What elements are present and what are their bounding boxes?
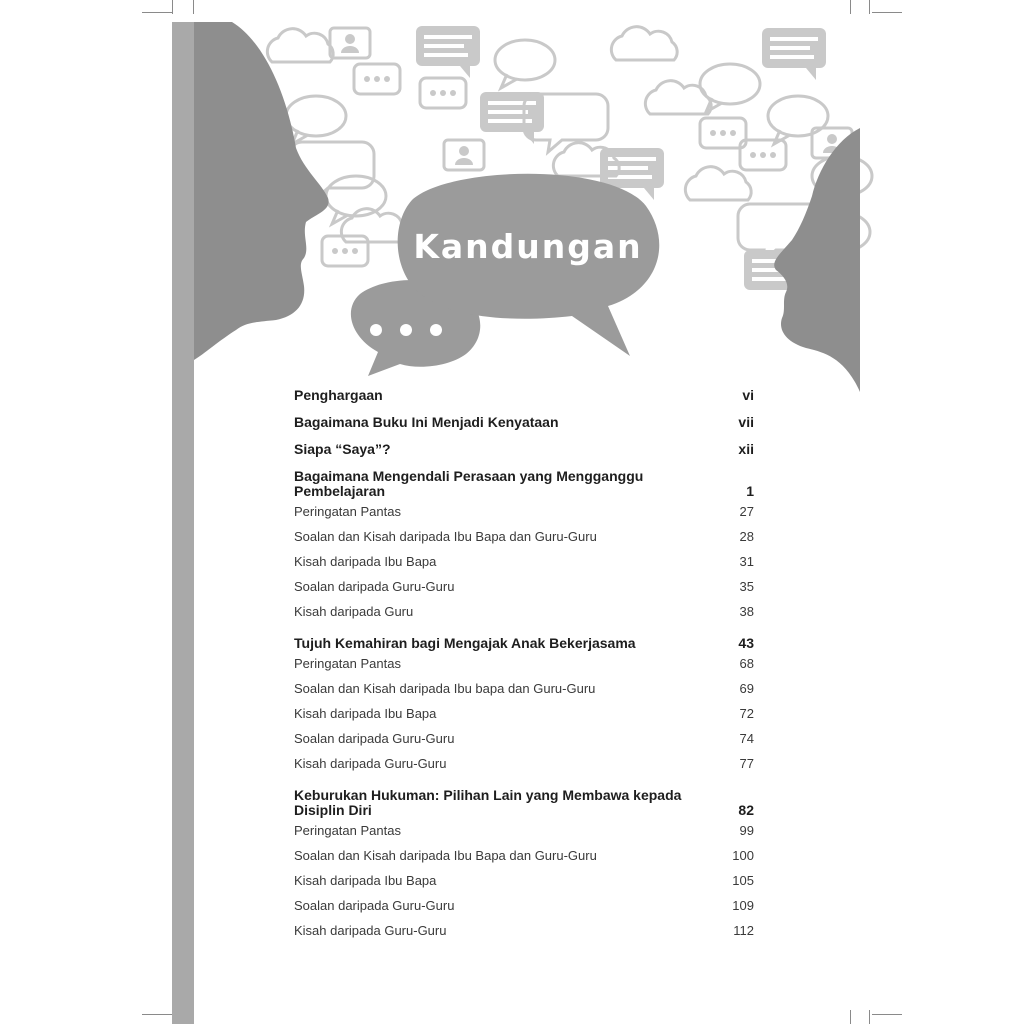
crop-mark	[872, 1014, 902, 1015]
toc-section-page: 69	[739, 681, 754, 696]
toc-section-page: 74	[739, 731, 754, 746]
toc-chapter-title: Keburukan Hukuman: Pilihan Lain yang Membawa kepada Disiplin Diri	[294, 787, 682, 818]
crop-mark	[869, 1010, 870, 1024]
bubble-dot	[370, 324, 382, 336]
toc-chapter-row	[294, 415, 754, 430]
toc-chapter-row	[294, 442, 754, 457]
toc-section-row	[294, 918, 754, 943]
toc-section-row	[294, 676, 754, 701]
toc-section-page: 68	[739, 656, 754, 671]
crop-mark	[142, 1014, 172, 1015]
left-face-silhouette	[194, 22, 329, 360]
toc-section-title: Soalan daripada Guru-Guru	[294, 898, 455, 913]
toc-chapter-page: vii	[738, 414, 754, 430]
toc-section-page: 31	[739, 554, 754, 569]
bubble-dot	[430, 324, 442, 336]
toc-chapter-page: 43	[738, 635, 754, 651]
toc-section-page: 112	[733, 923, 754, 938]
toc-section-page: 27	[739, 504, 754, 519]
toc-section-page: 38	[739, 604, 754, 619]
toc-chapter-page: vi	[742, 387, 754, 403]
header-illustration	[0, 0, 1024, 400]
toc-section-title: Kisah daripada Guru-Guru	[294, 923, 447, 938]
toc-section-title: Kisah daripada Ibu Bapa	[294, 554, 437, 569]
toc-chapter-title: Tujuh Kemahiran bagi Mengajak Anak Bekerjasama	[294, 635, 636, 651]
toc-chapter-row	[294, 636, 754, 651]
toc-section-page: 77	[739, 756, 754, 771]
toc-chapter-row	[294, 386, 754, 403]
toc-section-title: Soalan daripada Guru-Guru	[294, 731, 455, 746]
toc-section-row	[294, 868, 754, 893]
right-face-silhouette	[774, 128, 860, 392]
toc-section-title: Peringatan Pantas	[294, 823, 401, 838]
toc-section-title: Soalan daripada Guru-Guru	[294, 579, 455, 594]
toc-section-row	[294, 701, 754, 726]
toc-section-title: Soalan dan Kisah daripada Ibu Bapa dan Guru-Guru	[294, 529, 597, 544]
toc-section-row	[294, 524, 754, 549]
toc-section-row	[294, 574, 754, 599]
toc-section-title: Kisah daripada Ibu Bapa	[294, 706, 437, 721]
toc-section-page: 105	[732, 873, 754, 888]
toc-section-page: 109	[732, 898, 754, 913]
toc-section-title: Peringatan Pantas	[294, 504, 401, 519]
toc-section-row	[294, 499, 754, 524]
page-title: Kandungan	[413, 227, 643, 266]
toc-section-title: Kisah daripada Ibu Bapa	[294, 873, 437, 888]
toc-section-page: 28	[739, 529, 754, 544]
toc-section-row	[294, 818, 754, 843]
toc-chapter-row	[294, 469, 754, 499]
toc-section-row	[294, 651, 754, 676]
toc-chapter-title: Penghargaan	[294, 387, 383, 403]
crop-mark	[850, 1010, 851, 1024]
toc-section-page: 72	[739, 706, 754, 721]
toc-section-title: Kisah daripada Guru-Guru	[294, 756, 447, 771]
toc-chapter-row	[294, 788, 754, 818]
toc-chapter-title: Siapa “Saya”?	[294, 441, 391, 457]
toc-section-title: Kisah daripada Guru	[294, 604, 414, 619]
toc-chapter-page: xii	[738, 441, 754, 457]
toc-section-title: Peringatan Pantas	[294, 656, 401, 671]
toc-section-title: Soalan dan Kisah daripada Ibu bapa dan Guru-Guru	[294, 681, 596, 696]
toc-section-row	[294, 893, 754, 918]
toc-chapter-page: 82	[738, 802, 754, 818]
toc-section-page: 35	[739, 579, 754, 594]
table-of-contents	[294, 386, 754, 943]
toc-chapter-title: Bagaimana Mengendali Perasaan yang Mengganggu Pembelajaran	[294, 468, 644, 499]
toc-section-row	[294, 751, 754, 776]
toc-section-row	[294, 726, 754, 751]
toc-chapter-page: 1	[746, 483, 754, 499]
toc-chapter-title: Bagaimana Buku Ini Menjadi Kenyataan	[294, 414, 559, 430]
toc-section-title: Soalan dan Kisah daripada Ibu Bapa dan Guru-Guru	[294, 848, 597, 863]
toc-section-row	[294, 843, 754, 868]
toc-section-page: 100	[732, 848, 754, 863]
toc-section-row	[294, 599, 754, 624]
bubble-dot	[400, 324, 412, 336]
toc-section-page: 99	[739, 823, 754, 838]
toc-section-row	[294, 549, 754, 574]
